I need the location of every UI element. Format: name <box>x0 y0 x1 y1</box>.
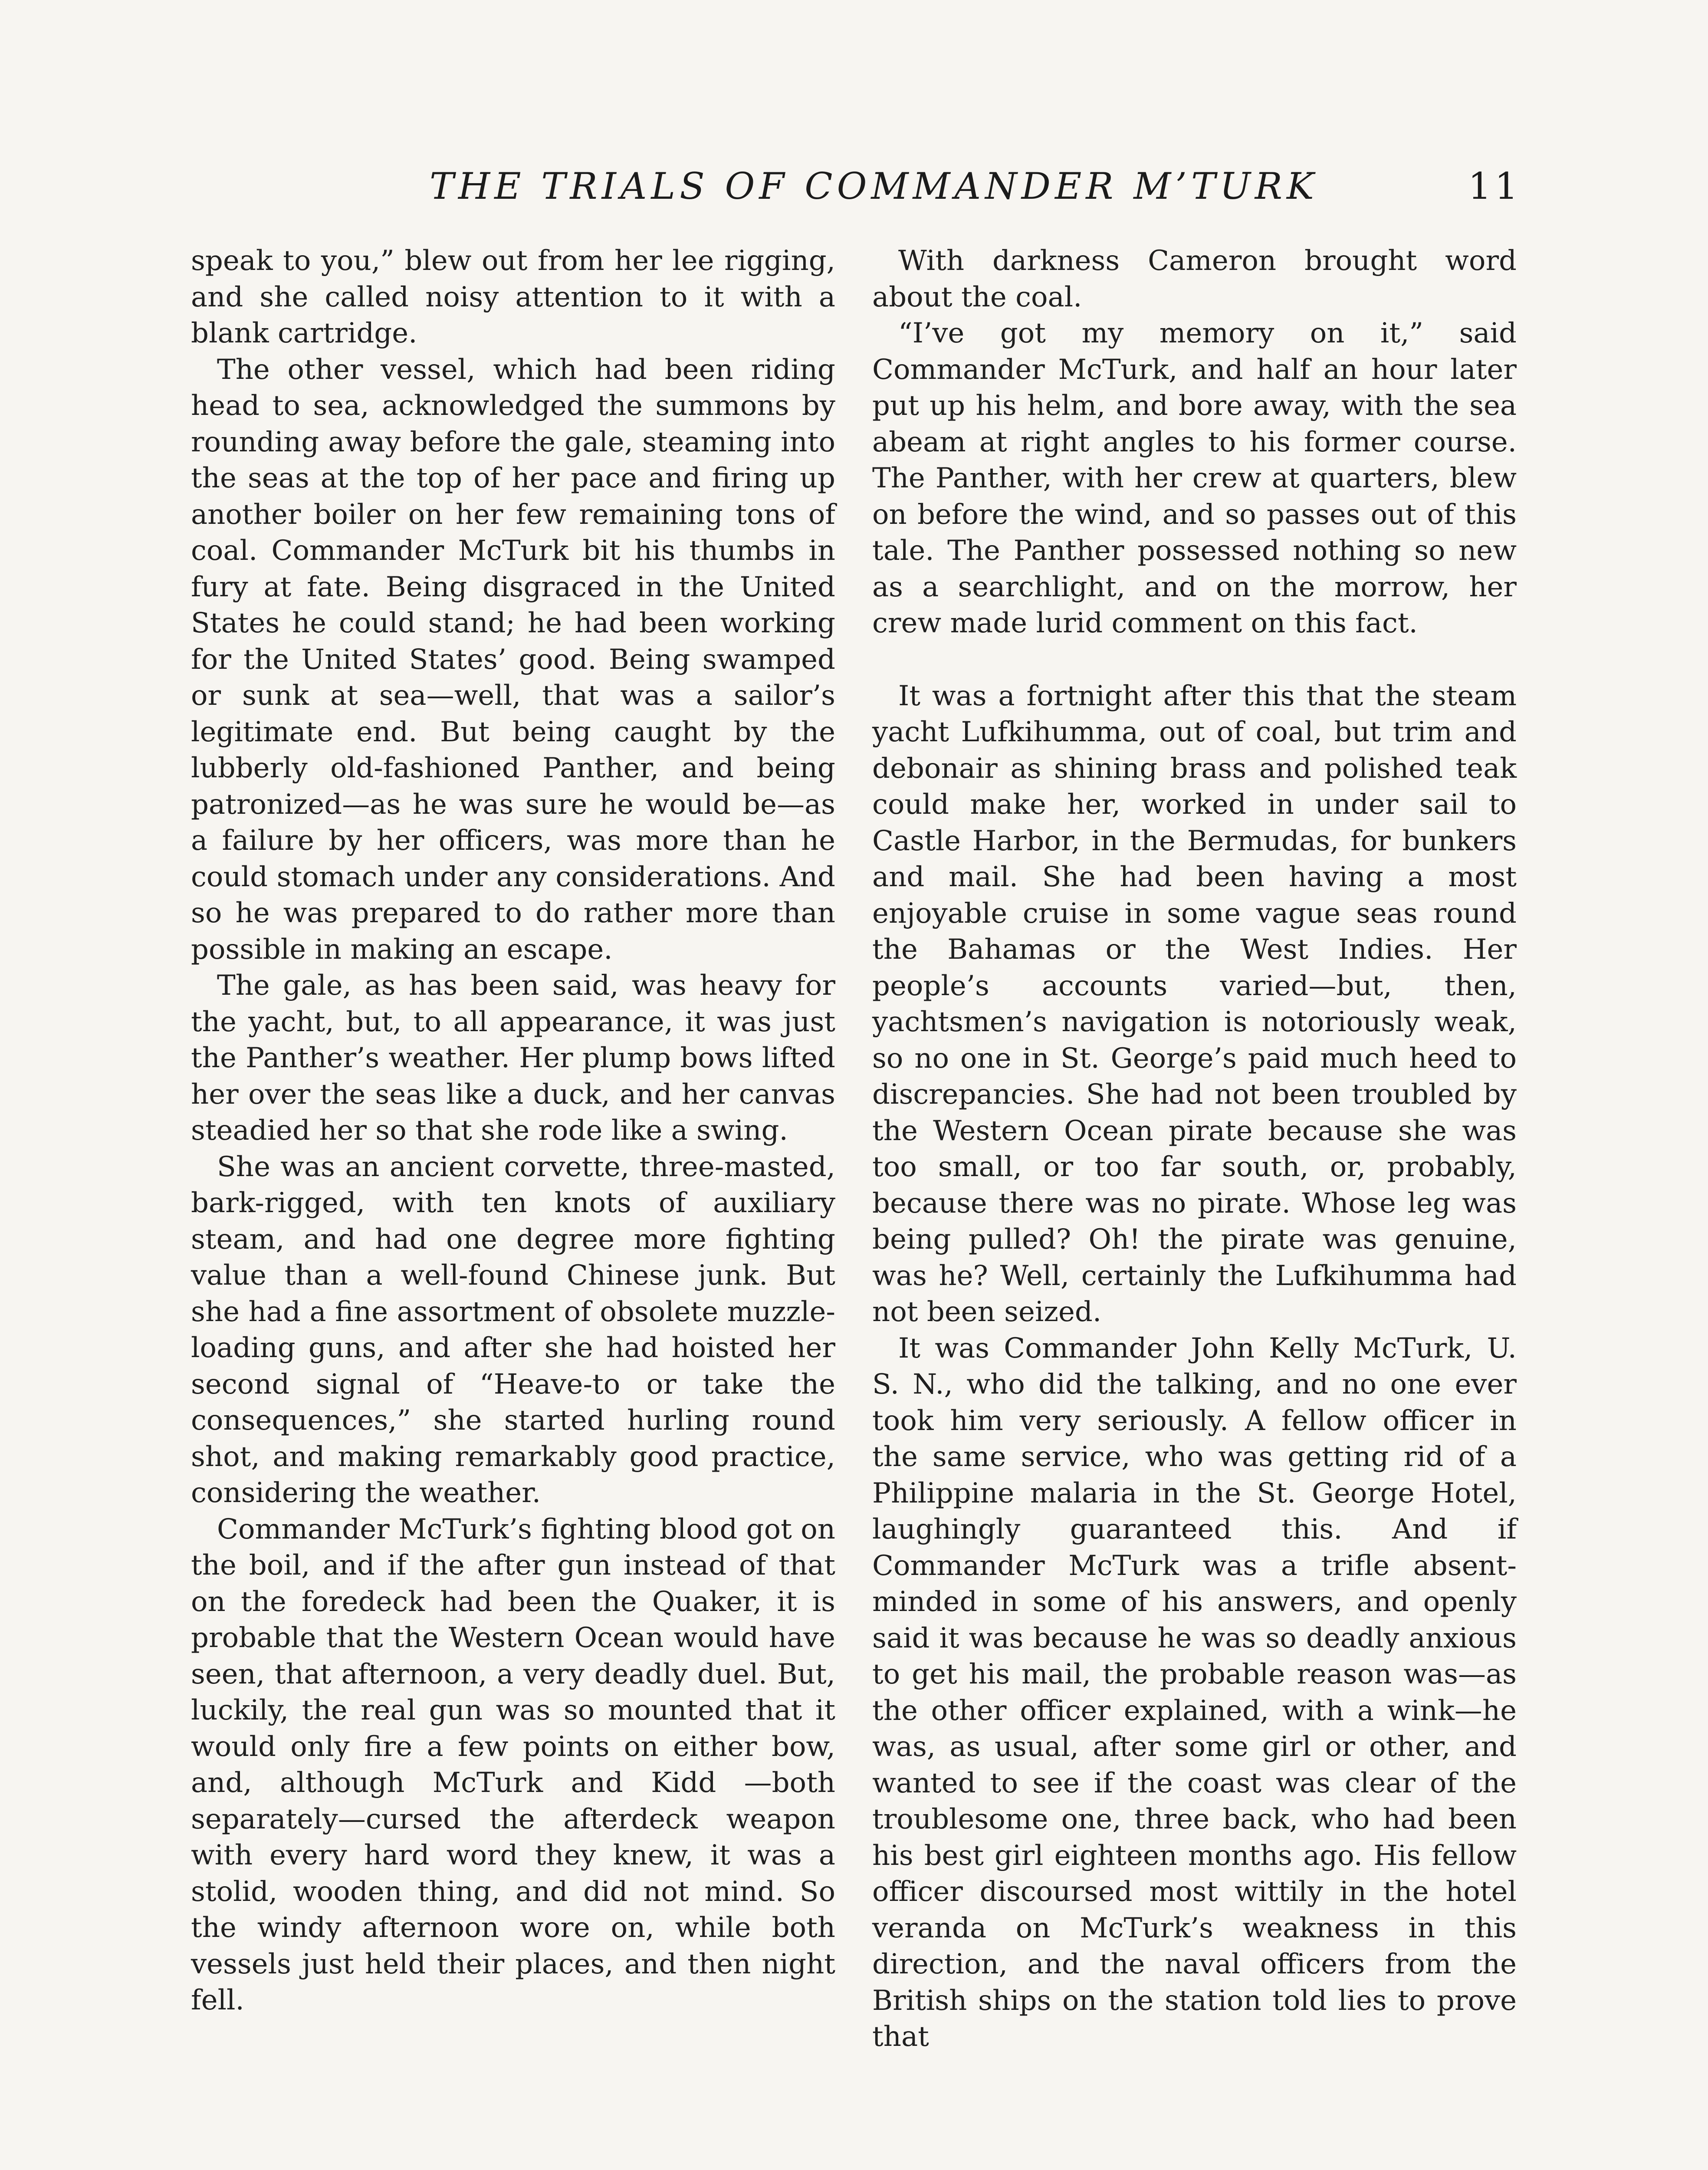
left-column <box>191 243 835 2019</box>
page-header <box>187 165 1521 217</box>
paragraph: It was a fortnight after this that the steam yacht Lufkihumma, out of coal, but trim and debonair as shining brass and polished teak could make her, worked in under sail to Castle Harbor, in the Bermudas, for bunkers and mail. She had been having a most enjoyable cruise in some vague seas round the Bahamas or the West Indies. Her people’s accounts varied—but, then, yachtsmen’s navigation is notoriously weak, so no one in St. George’s paid much heed to discrepancies. She had not been troubled by the Western Ocean pirate because she was too small, or too far south, or, probably, because there was no pirate. Whose leg was being pulled? Oh! the pirate was genuine, was he? Well, certainly the Lufkihumma had not been seized. <box>872 680 1517 1328</box>
paragraph: With darkness Cameron brought word about the coal. <box>872 245 1517 313</box>
paragraph: She was an ancient corvette, three-masted, bark-rigged, with ten knots of auxiliary steam, and had one degree more fighting value than a well-found Chinese junk. But she had a fine assortment of obsolete muzzle-loading guns, and after she had hoisted her second signal of “Heave-to or take the consequences,” she started hurling round shot, and making remarkably good practice, considering the weather. <box>191 1151 835 1509</box>
running-title: THE TRIALS OF COMMANDER M’TURK <box>430 165 1318 207</box>
paragraph: Commander McTurk’s fighting blood got on the boil, and if the after gun instead of that on the foredeck had been the Quaker, it is probable that the Western Ocean would have seen, that afternoon, a very deadly duel. But, luckily, the real gun was so mounted that it would only fire a few points on either bow, and, although McTurk and Kidd —both separately—cursed the afterdeck weapon with every hard word they knew, it was a stolid, wooden thing, and did not mind. So the windy afternoon wore on, while both vessels just held their places, and then night fell. <box>191 1513 835 2016</box>
paragraph: The gale, as has been said, was heavy for the yacht, but, to all appearance, it was just the Panther’s weather. Her plump bows lifted her over the seas like a duck, and her canvas steadied her so that she rode like a swing. <box>191 970 835 1147</box>
right-column <box>872 243 1517 2055</box>
paragraph: speak to you,” blew out from her lee rigging, and she called noisy attention to it with a blank cartridge. <box>191 245 835 349</box>
page-number: 11 <box>1468 165 1521 207</box>
paragraph: “I’ve got my memory on it,” said Commander McTurk, and half an hour later put up his helm, and bore away, with the sea abeam at right angles to his former course. The Panther, with her crew at quarters, blew on before the wind, and so passes out of this tale. The Panther possessed nothing so new as a searchlight, and on the morrow, her crew made lurid comment on this fact. <box>872 317 1517 639</box>
paragraph: The other vessel, which had been riding head to sea, acknowledged the summons by rounding away before the gale, steaming into the seas at the top of her pace and firing up another boiler on her few remaining tons of coal. Commander McTurk bit his thumbs in fury at fate. Being disgraced in the United States he could stand; he had been working for the United States’ good. Being swamped or sunk at sea—well, that was a sailor’s legitimate end. But being caught by the lubberly old-fashioned Panther, and being patronized—as he was sure he would be—as a failure by her officers, was more than he could stomach under any considerations. And so he was prepared to do rather more than possible in making an escape. <box>191 353 835 966</box>
paragraph: It was Commander John Kelly McTurk, U. S. N., who did the talking, and no one ever took him very seriously. A fellow officer in the same service, who was getting rid of a Philippine malaria in the St. George Hotel, laughingly guaranteed this. And if Commander McTurk was a trifle absent-minded in some of his answers, and openly said it was because he was so deadly anxious to get his mail, the probable reason was—as the other officer explained, with a wink—he was, as usual, after some girl or other, and wanted to see if the coast was clear of the troublesome one, three back, who had been his best girl eighteen months ago. His fellow officer discoursed most wittily in the hotel veranda on McTurk’s weakness in this direction, and the naval officers from the British ships on the station told lies to prove that <box>872 1332 1517 2053</box>
